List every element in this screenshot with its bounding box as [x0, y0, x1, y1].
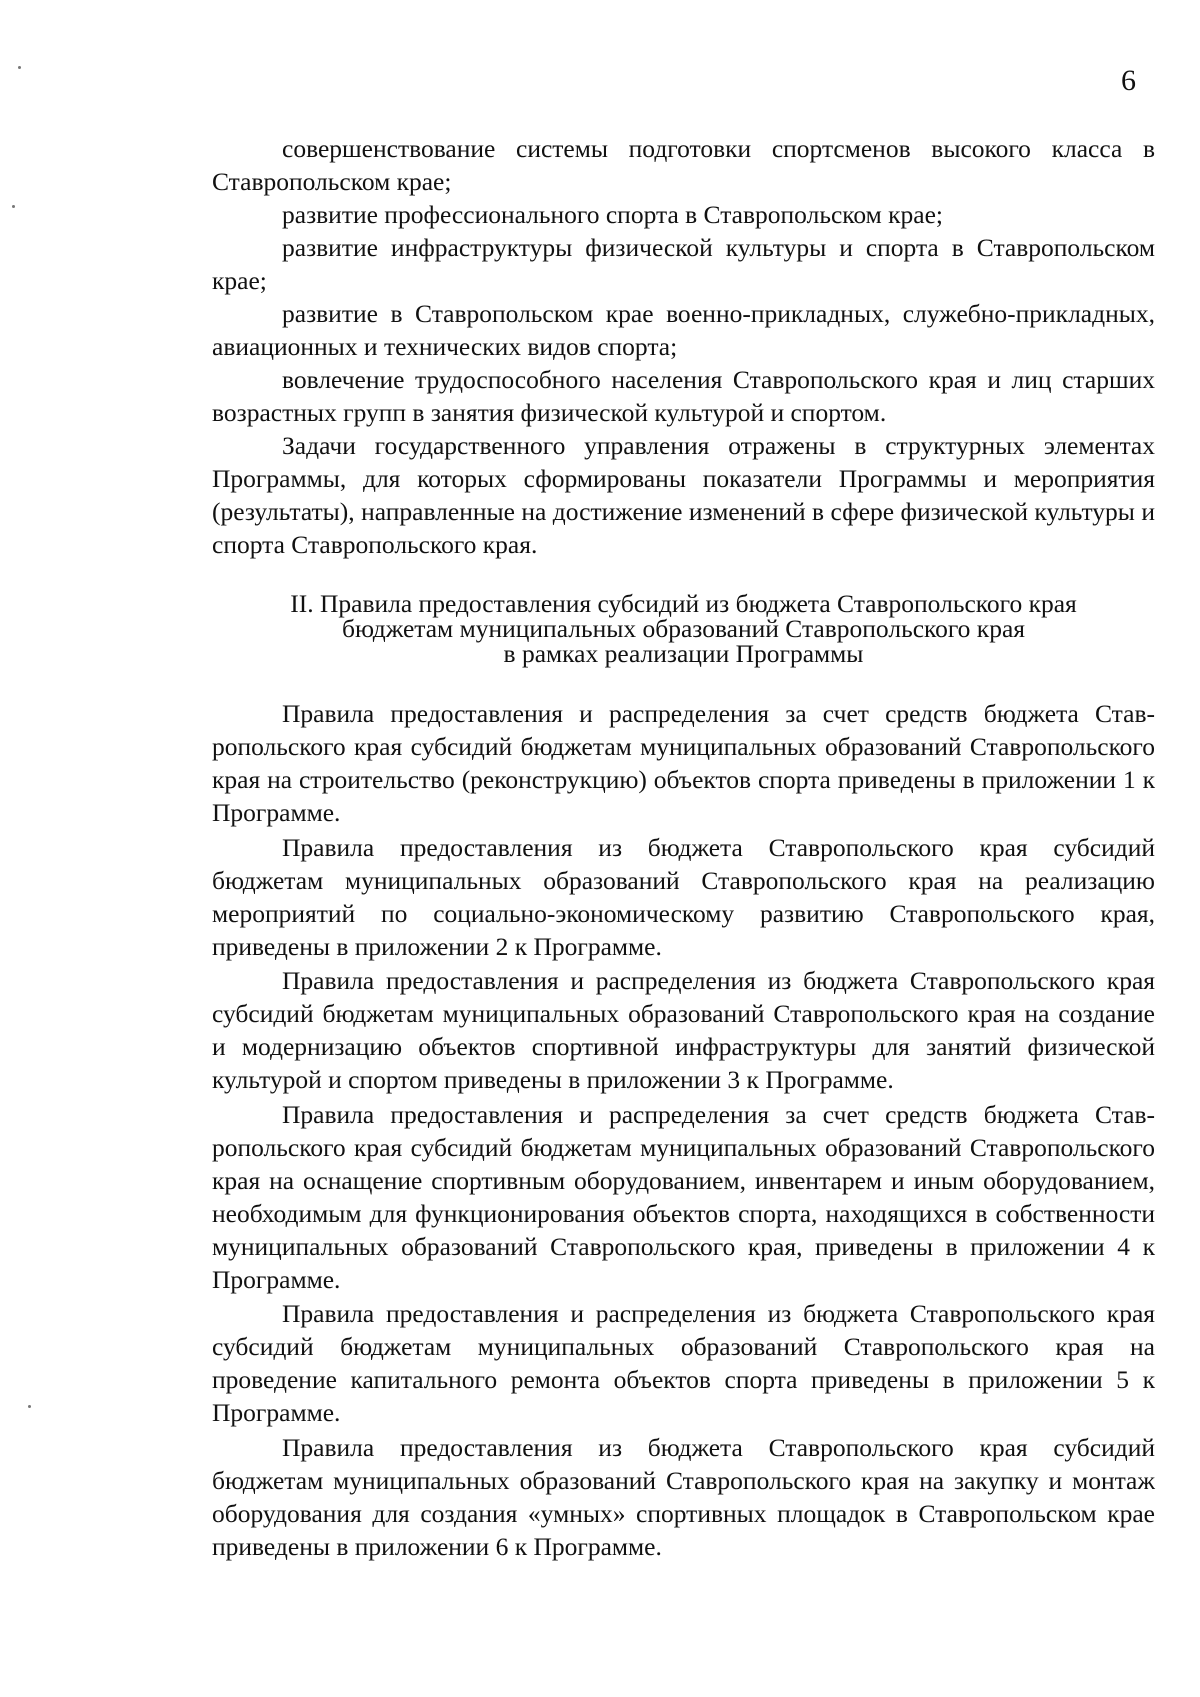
tasks-paragraph: Задачи государственного управления отражены в структурных элементах Программы, для которых сформированы показатели Программы и мероприятия (результаты), направленные на достижение изменений в сфере физической культуры и спорта Ставропольского края.: [212, 431, 1155, 559]
goal-paragraph: совершенствование системы подготовки спортсменов высокого класса в Ставропольском крае;: [212, 134, 1155, 196]
goal-paragraph: развитие профессионального спорта в Ставропольском крае;: [282, 200, 943, 229]
scan-artifact: [12, 205, 15, 208]
section-heading-line: бюджетам муниципальных образований Ставропольского края: [341, 614, 1025, 643]
rule-paragraph: Правила предоставления из бюджета Ставропольского края субсидий бюджетам муниципальных образований Ставропольского края на закупку и монтаж оборудования для создания «умных» спортивных площадок в Ставропольском крае приведены в приложении 6 к Программе.: [212, 1432, 1155, 1561]
rule-paragraph: Правила предоставления из бюджета Ставропольского края субсидий бюджетам муниципальных образований Ставропольского края на реализацию мероприятий по социально-экономическому развитию Ставропольского края, приведены в приложении 2 к Программе.: [212, 832, 1155, 961]
section-heading-line: II. Правила предоставления субсидий из бюджета Ставропольского края: [290, 589, 1077, 618]
scan-artifact: [28, 1405, 31, 1408]
goals-list: [212, 132, 1155, 561]
page-number: 6: [1121, 64, 1136, 97]
goal-paragraph: развитие в Ставропольском крае военно-прикладных, служебно-прикладных, авиационных и технических видов спорта;: [212, 299, 1155, 361]
subsidy-rules-list: [212, 697, 1155, 1564]
rule-paragraph: Правила предоставления и распределения из бюджета Ставропольского края субсидий бюджетам муниципальных образований Ставропольского края на создание и модернизацию объектов спортивной инфраструктуры для занятий физической культурой и спортом приведены в приложении 3 к Программе.: [212, 966, 1155, 1094]
rule-paragraph: Правила предоставления и распределения из бюджета Ставропольского края субсидий бюджетам муниципальных образований Ставропольского края на проведение капитального ремонта объектов спорта приведены в приложении 5 к Программе.: [212, 1299, 1155, 1427]
goal-paragraph: вовлечение трудоспособного населения Ставропольского края и лиц старших возрастных групп в занятия физической культурой и спортом.: [212, 365, 1155, 427]
rule-paragraph: Правила предоставления и распределения за счет средств бюджета Ставропольского края субсидий бюджетам муниципальных образований Ставропольского края на оснащение спортивным оборудованием, инвентарем и иным оборудованием, необходимым для функционирования объектов спорта, находящихся в собственности муниципальных образований Ставропольского края, приведены в приложении 4 к Программе.: [212, 1099, 1155, 1294]
section-heading: [212, 591, 1155, 666]
scan-artifact: [18, 66, 21, 69]
section-heading-line: в рамках реализации Программы: [503, 639, 864, 668]
goal-paragraph: развитие инфраструктуры физической культуры и спорта в Ставропольском крае;: [212, 233, 1155, 295]
rule-paragraph: Правила предоставления и распределения за счет средств бюджета Ставропольского края субсидий бюджетам муниципальных образований Ставропольского края на строительство (реконструкцию) объектов спорта приведены в приложении 1 к Программе.: [212, 699, 1155, 827]
